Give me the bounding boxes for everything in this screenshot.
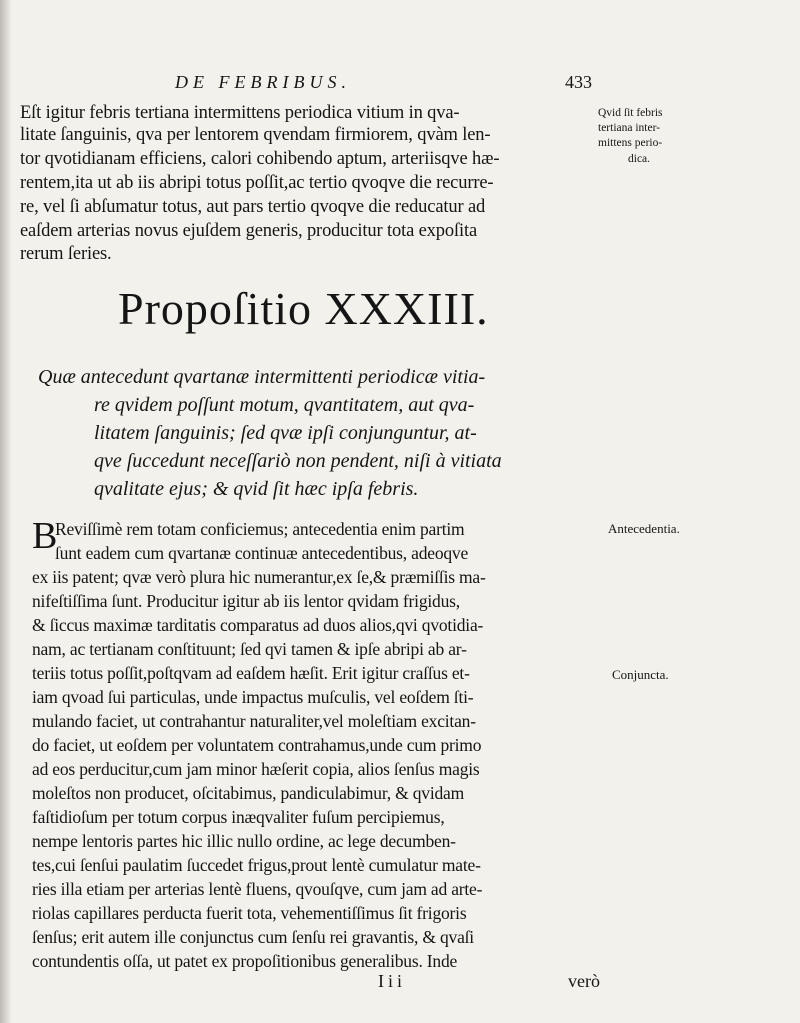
body-line: & ſiccus maximæ tarditatis comparatus ad duos alios,qvi qvotidia- (32, 615, 484, 635)
body-line: nam, ac tertianam conſtituunt; ſed qvi tamen & ipſe abripi ab ar- (32, 639, 467, 659)
body-line: riolas capillares perducta fuerit tota, vehementiſſimus ſit frigoris (32, 903, 467, 923)
signature-mark: Iii (378, 971, 406, 991)
summary-line: qvalitate ejus; & qvid ſit hæc ipſa febris. (94, 478, 419, 500)
intro-line: Eſt igitur febris tertiana intermittens periodica vitium in qva- (20, 103, 460, 123)
intro-line: litate ſanguinis, qva per lentorem qvendam firmiorem, qvàm len- (20, 125, 491, 145)
body-line: ries illa etiam per arterias lentè fluens, qvouſqve, cum jam ad arte- (32, 879, 483, 899)
body-line: Reviſſimè rem totam conficiemus; antecedentia enim partim (55, 519, 465, 539)
margin-note-line: mittens perio- (598, 137, 663, 149)
body-line: ſenſus; erit autem ille conjunctus cum ſenſu rei gravantis, & qvaſi (32, 927, 474, 947)
margin-note-conjuncta: Conjuncta. (612, 667, 669, 682)
body-line: contundentis oſſa, ut patet ex propoſitionibus generalibus. Inde (32, 951, 458, 971)
proposition-heading: Propoſitio XXXIII. (118, 283, 489, 334)
body-line: ex iis patent; qvæ verò plura hic numerantur,ex ſe,& præmiſſis ma- (32, 567, 486, 587)
summary-line: re qvidem poſſunt motum, qvantitatem, aut qva- (94, 394, 475, 416)
margin-note-line: tertiana inter- (598, 122, 661, 134)
running-head: DE FEBRIBUS. (175, 72, 351, 92)
body-line: do faciet, ut eoſdem per voluntatem contrahamus,unde cum primo (32, 735, 482, 755)
body-line: iam qvoad ſui particulas, unde impactus muſculis, vel eoſdem ſti- (32, 687, 474, 707)
body-line: teriis totus poſſit,poſtqvam ad eaſdem hæſit. Erit igitur craſſus et- (32, 663, 470, 683)
margin-note-line: dica. (628, 153, 651, 165)
margin-note-line: Qvid ſit febris (598, 107, 663, 119)
intro-line: rerum ſeries. (20, 244, 112, 264)
intro-line: eaſdem arterias novus ejuſdem generis, producitur tota expoſita (20, 221, 478, 241)
page-number: 433 (565, 72, 592, 92)
body-line: mulando faciet, ut contrahantur naturaliter,vel moleſtiam excitan- (32, 711, 476, 731)
body-line: faſtidioſum per totum corpus inæqvaliter fuſum percipiemus, (32, 807, 445, 827)
body-line: tes,cui ſenſui paulatim ſuccedet frigus,prout lentè cumulatur mate- (32, 855, 481, 875)
gutter-shadow (0, 0, 12, 1023)
body-line: moleſtos non producet, oſcitabimus, pandiculabimur, & qvidam (32, 783, 465, 803)
catchword: verò (568, 971, 600, 991)
intro-line: tor qvotidianam efficiens, calori cohibendo aptum, arteriisqve hæ- (20, 149, 500, 169)
body-line: nempe lentoris partes hic illic nullo ordine, ac lege decumben- (32, 831, 456, 851)
summary-line: qve ſuccedunt neceſſariò non pendent, niſi à vitiata (94, 450, 502, 472)
intro-line: rentem,ita ut ab iis abripi totus poſſit,ac tertio qvoqve die recurre- (20, 173, 494, 193)
summary-line: Quæ antecedunt qvartanæ intermittenti periodicæ vitia- (38, 366, 486, 388)
body-line: ſunt eadem cum qvartanæ continuæ antecedentibus, adeoqve (55, 543, 469, 563)
intro-line: re, vel ſi abſumatur totus, aut pars tertio qvoqve die reducatur ad (20, 197, 486, 217)
drop-cap: B (32, 515, 58, 557)
body-line: nifeſtiſſima ſunt. Producitur igitur ab iis lentor qvidam frigidus, (32, 591, 460, 611)
margin-note-antecedentia: Antecedentia. (608, 521, 680, 536)
body-line: ad eos perducitur,cum jam minor hæſerit copia, alios ſenſus magis (32, 759, 480, 779)
summary-line: litatem ſanguinis; ſed qvæ ipſi conjunguntur, at- (94, 422, 477, 444)
